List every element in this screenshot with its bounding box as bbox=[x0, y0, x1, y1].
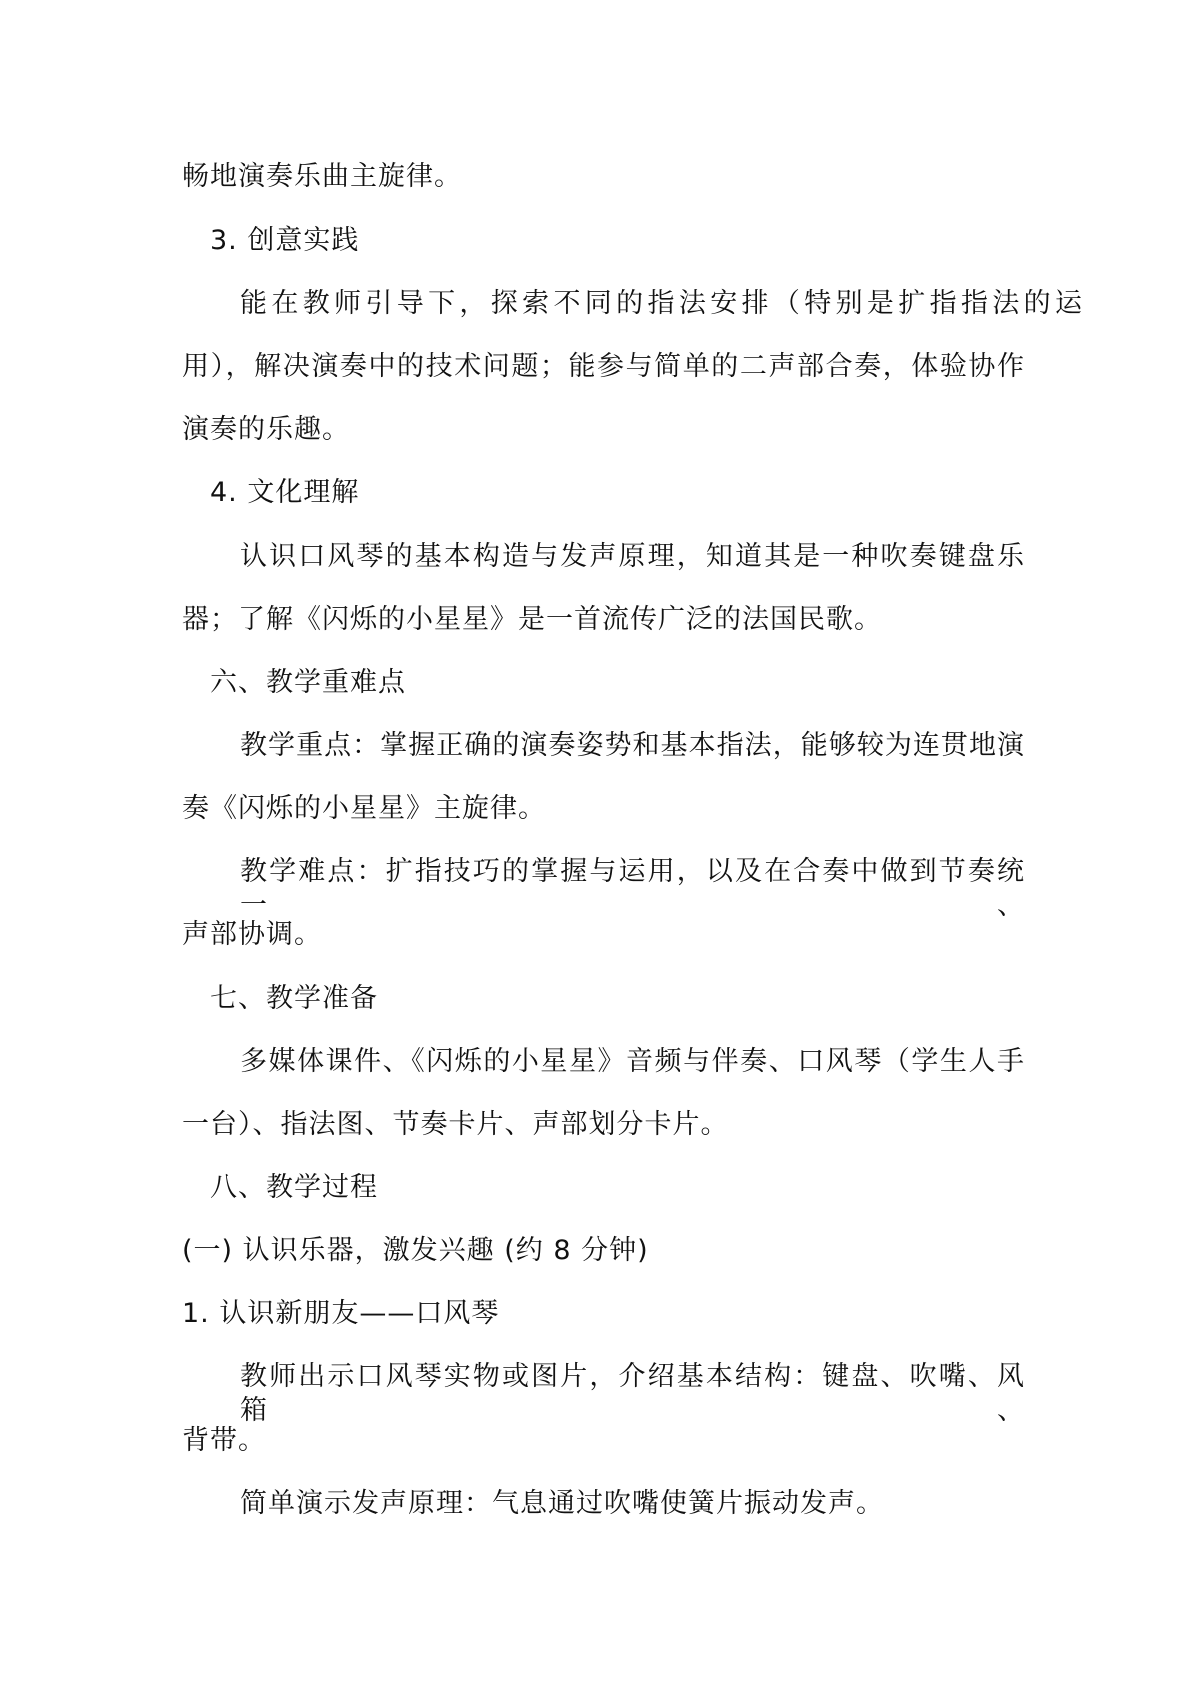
text-line: 教师出示口风琴实物或图片，介绍基本结构：键盘、吹嘴、风箱、 bbox=[240, 1361, 1025, 1426]
section-heading: 六、教学重难点 bbox=[210, 667, 406, 698]
text-line: 多媒体课件、《闪烁的小星星》音频与伴奏、口风琴（学生人手 bbox=[240, 1046, 1025, 1077]
text-line: 器；了解《闪烁的小星星》是一首流传广泛的法国民歌。 bbox=[182, 604, 882, 635]
section-heading: 七、教学准备 bbox=[210, 983, 378, 1014]
text-line: 演奏的乐趣。 bbox=[182, 414, 350, 445]
subsection-heading: 1. 认识新朋友——口风琴 bbox=[182, 1298, 500, 1329]
section-heading: 4. 文化理解 bbox=[210, 477, 360, 508]
text-line: 背带。 bbox=[182, 1425, 266, 1456]
text-line: 教学难点：扩指技巧的掌握与运用，以及在合奏中做到节奏统一、 bbox=[240, 856, 1025, 921]
text-line: 声部协调。 bbox=[182, 919, 322, 950]
text-line: 简单演示发声原理：气息通过吹嘴使簧片振动发声。 bbox=[240, 1488, 884, 1519]
section-heading: 八、教学过程 bbox=[210, 1172, 378, 1203]
text-line: 奏《闪烁的小星星》主旋律。 bbox=[182, 793, 546, 824]
text-line: 用），解决演奏中的技术问题；能参与简单的二声部合奏，体验协作 bbox=[182, 351, 1025, 382]
text-line: 认识口风琴的基本构造与发声原理，知道其是一种吹奏键盘乐 bbox=[240, 541, 1025, 572]
text-line: 一台）、指法图、节奏卡片、声部划分卡片。 bbox=[182, 1109, 729, 1140]
text-line: 畅地演奏乐曲主旋律。 bbox=[182, 161, 462, 192]
subsection-heading: (一) 认识乐器，激发兴趣 (约 8 分钟) bbox=[182, 1235, 649, 1266]
section-heading: 3. 创意实践 bbox=[210, 225, 360, 256]
text-line: 能在教师引导下，探索不同的指法安排（特别是扩指指法的运 bbox=[240, 288, 1083, 319]
text-line: 教学重点：掌握正确的演奏姿势和基本指法，能够较为连贯地演 bbox=[240, 730, 1025, 761]
